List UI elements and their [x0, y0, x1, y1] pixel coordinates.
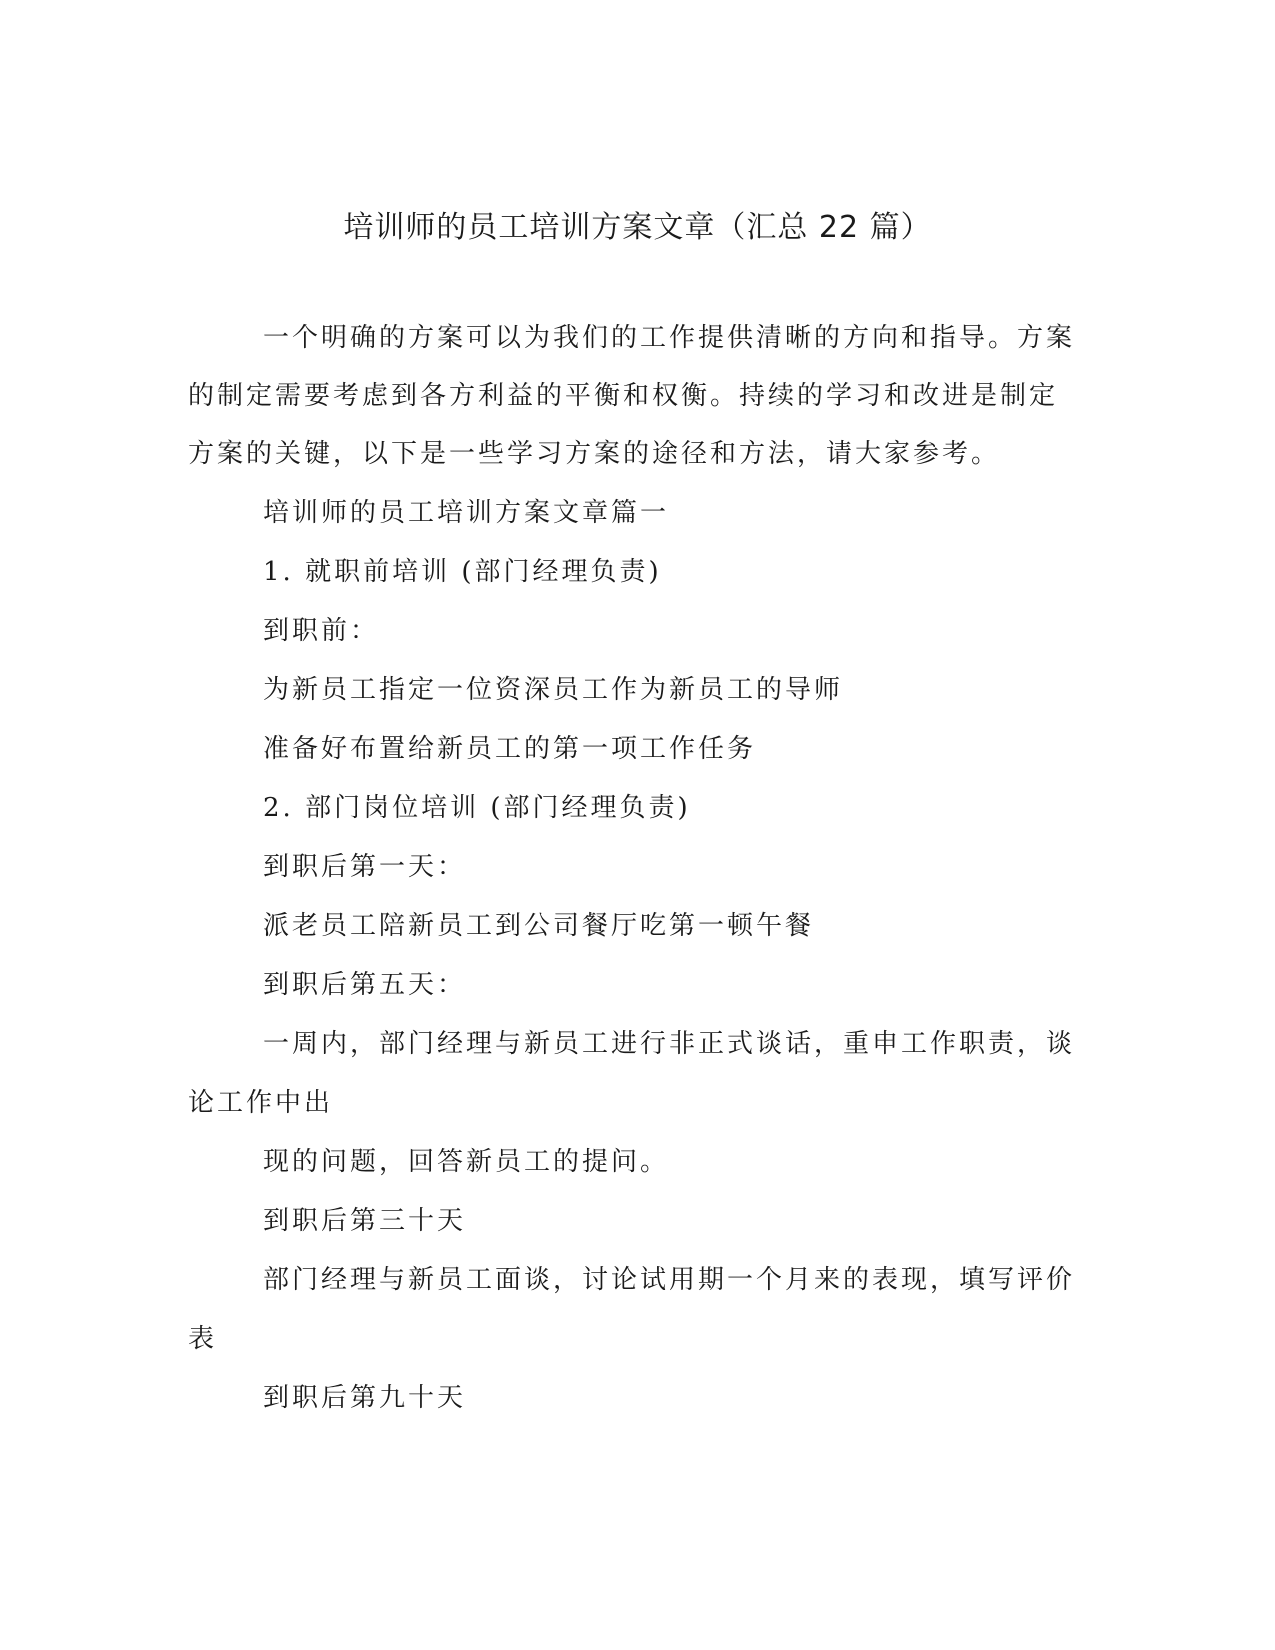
document-title: 培训师的员工培训方案文章（汇总 22 篇）: [343, 210, 932, 245]
body-line: 一周内，部门经理与新员工进行非正式谈话，重申工作职责，谈: [263, 1029, 1076, 1059]
body-line: 派老员工陪新员工到公司餐厅吃第一顿午餐: [263, 911, 815, 941]
body-line: 现的问题，回答新员工的提问。: [263, 1147, 670, 1177]
sub-heading: 到职后第三十天: [263, 1206, 467, 1236]
intro-paragraph-line: 一个明确的方案可以为我们的工作提供清晰的方向和指导。方案: [263, 323, 1076, 353]
sub-heading: 到职后第一天：: [263, 852, 467, 882]
intro-paragraph-line: 方案的关键，以下是一些学习方案的途径和方法，请大家参考。: [188, 439, 1001, 469]
body-line: 准备好布置给新员工的第一项工作任务: [263, 734, 757, 764]
intro-paragraph-line: 的制定需要考虑到各方利益的平衡和权衡。持续的学习和改进是制定: [188, 381, 1059, 411]
section-heading: 培训师的员工培训方案文章篇一: [263, 498, 670, 528]
body-line: 部门经理与新员工面谈，讨论试用期一个月来的表现，填写评价: [263, 1265, 1076, 1295]
body-line: 为新员工指定一位资深员工作为新员工的导师: [263, 675, 844, 705]
sub-heading: 到职前：: [263, 616, 380, 646]
sub-heading: 到职后第五天：: [263, 970, 467, 1000]
body-line: 论工作中出: [188, 1088, 334, 1118]
numbered-item: 2. 部门岗位培训 (部门经理负责): [263, 793, 691, 823]
sub-heading: 到职后第九十天: [263, 1383, 467, 1413]
body-line: 表: [188, 1324, 218, 1354]
numbered-item: 1. 就职前培训 (部门经理负责): [263, 557, 662, 587]
